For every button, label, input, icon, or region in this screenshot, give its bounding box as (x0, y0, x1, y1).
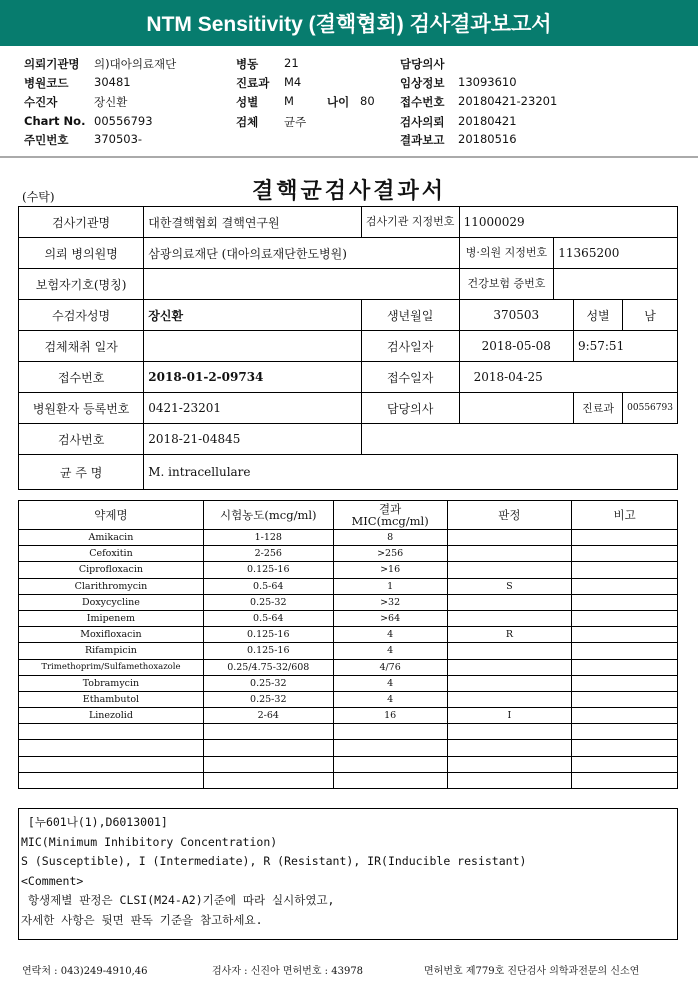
info-label: 의뢰기관명 (24, 57, 80, 71)
value-cell (554, 269, 678, 300)
drug-range-cell: 0.125-16 (203, 643, 333, 659)
drug-row (19, 546, 678, 562)
drug-range-cell (203, 724, 333, 740)
info-value: 13093610 (458, 75, 517, 89)
info-label: 병원코드 (24, 76, 69, 90)
info-value: 21 (284, 56, 299, 70)
drug-name-cell: Linezolid (19, 708, 204, 724)
drug-judge-cell (447, 610, 572, 626)
value-cell (144, 269, 459, 300)
info-value: M4 (284, 75, 302, 89)
drug-row (19, 627, 678, 643)
value-cell: 대한결핵협회 결핵연구원 (144, 207, 361, 238)
value-cell: 2018-05-08 (459, 331, 573, 362)
value-cell: 2018-04-25 (459, 362, 677, 393)
note-line: MIC(Minimum Inhibitory Concentration) (21, 834, 278, 849)
drug-judge-cell (447, 740, 572, 756)
label-cell: 생년월일 (361, 300, 459, 331)
info-value: 370503- (94, 132, 143, 146)
drug-range-cell (203, 772, 333, 788)
drug-note-cell (572, 772, 678, 788)
drug-note-cell (572, 627, 678, 643)
note-line: <Comment> (21, 873, 84, 888)
info-value: 20180421-23201 (458, 94, 558, 108)
label-cell: 검체채취 일자 (19, 331, 144, 362)
value-cell: 남 (623, 300, 678, 331)
receipt-mark: (수탁) (22, 190, 55, 204)
value-cell: 2018-01-2-09734 (144, 362, 361, 393)
drug-row (19, 691, 678, 707)
label-cell: 검사일자 (361, 331, 459, 362)
info-value: 장신환 (94, 95, 128, 109)
drug-note-cell (572, 546, 678, 562)
drug-range-cell: 0.25-32 (203, 675, 333, 691)
drug-judge-cell: I (447, 708, 572, 724)
drug-judge-cell (447, 691, 572, 707)
drug-note-cell (572, 530, 678, 546)
info-label: 접수번호 (400, 95, 445, 109)
info-value: 20180421 (458, 114, 517, 128)
info-label: 수진자 (24, 95, 58, 109)
drug-row (19, 675, 678, 691)
drug-name-cell: Doxycycline (19, 594, 204, 610)
drug-row (19, 659, 678, 675)
value-cell: 00556793 (623, 393, 678, 424)
drug-judge-cell (447, 530, 572, 546)
drug-row (19, 562, 678, 578)
drug-range-cell: 0.25/4.75-32/608 (203, 659, 333, 675)
comment-box (18, 808, 678, 940)
drug-range-cell: 0.125-16 (203, 627, 333, 643)
drug-name-cell: Rifampicin (19, 643, 204, 659)
drug-range-cell: 0.25-32 (203, 594, 333, 610)
label-cell: 검사기관명 (19, 207, 144, 238)
drug-name-cell (19, 724, 204, 740)
info-value: M (284, 94, 294, 108)
info-label: 결과보고 (400, 133, 445, 147)
drug-judge-cell (447, 594, 572, 610)
label-cell: 검사기관 지정번호 (361, 207, 459, 238)
drug-name-cell (19, 756, 204, 772)
note-line: S (Susceptible), I (Intermediate), R (Resistant), IR(Inducible resistant) (21, 854, 527, 868)
value-cell: M. intracellulare (144, 455, 678, 490)
info-label: 성별 (236, 95, 259, 109)
drug-name-cell: Trimethoprim/Sulfamethoxazole (19, 659, 204, 675)
info-value: 30481 (94, 75, 131, 89)
drug-note-cell (572, 562, 678, 578)
drug-note-cell (572, 724, 678, 740)
drug-row (19, 643, 678, 659)
drug-note-cell (572, 610, 678, 626)
column-header-line: 결과 (379, 502, 402, 516)
drug-range-cell (203, 740, 333, 756)
drug-row (19, 578, 678, 594)
drug-row (19, 756, 678, 772)
drug-row (19, 708, 678, 724)
drug-judge-cell (447, 546, 572, 562)
label-cell: 보험자기호(명칭) (19, 269, 144, 300)
drug-note-cell (572, 756, 678, 772)
drug-mic-cell: >256 (333, 546, 447, 562)
drug-judge-cell: R (447, 627, 572, 643)
result-info-table (18, 206, 678, 490)
column-header-line: MIC(mcg/ml) (351, 514, 429, 528)
label-cell: 수검자성명 (19, 300, 144, 331)
label-cell: 병·의원 지정번호 (459, 238, 554, 269)
value-cell (144, 331, 361, 362)
empty-cell (361, 424, 677, 455)
drug-range-cell: 2-64 (203, 708, 333, 724)
column-header: 약제명 (19, 501, 204, 530)
drug-mic-cell (333, 740, 447, 756)
drug-range-cell: 0.25-32 (203, 691, 333, 707)
value-cell: 0421-23201 (144, 393, 361, 424)
drug-mic-cell: >32 (333, 594, 447, 610)
info-label: Chart No. (24, 114, 86, 128)
drug-range-cell: 2-256 (203, 546, 333, 562)
info-value: 의)대아의료재단 (94, 57, 177, 71)
column-header: 판정 (447, 501, 572, 530)
info-label: 임상정보 (400, 76, 445, 90)
report-title: NTM Sensitivity (결핵협회) 검사결과보고서 (146, 13, 552, 36)
info-label: 검체 (236, 115, 259, 129)
drug-note-cell (572, 740, 678, 756)
drug-judge-cell (447, 772, 572, 788)
drug-name-cell: Moxifloxacin (19, 627, 204, 643)
drug-note-cell (572, 708, 678, 724)
drug-row (19, 594, 678, 610)
value-cell: 9:57:51 (573, 331, 677, 362)
drug-name-cell (19, 772, 204, 788)
patient-info (0, 52, 698, 152)
drug-mic-cell (333, 724, 447, 740)
drug-judge-cell (447, 643, 572, 659)
label-cell: 건강보험 증번호 (459, 269, 554, 300)
column-header: 비고 (572, 501, 678, 530)
drug-row (19, 740, 678, 756)
info-label: 나이 (327, 95, 350, 109)
info-value: 00556793 (94, 114, 153, 128)
note-line: 자세한 사항은 뒷면 판독 기준을 참고하세요. (21, 912, 263, 927)
divider (0, 156, 698, 158)
label-cell: 성별 (573, 300, 622, 331)
note-line: [누601나(1),D6013001] (21, 815, 168, 829)
footer-contact: 연락처 : 043)249-4910,46 (22, 966, 148, 977)
report-banner (0, 0, 698, 46)
drug-name-cell: Imipenem (19, 610, 204, 626)
info-value: 80 (360, 94, 375, 108)
info-label: 검사의뢰 (400, 115, 445, 129)
label-cell: 병원환자 등록번호 (19, 393, 144, 424)
drug-judge-cell (447, 675, 572, 691)
value-cell: 2018-21-04845 (144, 424, 361, 455)
drug-mic-cell: 4 (333, 643, 447, 659)
footer-license: 면허번호 제779호 진단검사 의학과전문의 신소연 (424, 966, 640, 977)
drug-mic-cell (333, 772, 447, 788)
drug-row (19, 530, 678, 546)
label-cell: 의뢰 병의원명 (19, 238, 144, 269)
value-cell (459, 393, 573, 424)
drug-range-cell: 1-128 (203, 530, 333, 546)
drug-row (19, 724, 678, 740)
info-value: 균주 (284, 115, 307, 129)
drug-row (19, 772, 678, 788)
info-label: 진료과 (236, 76, 270, 90)
column-header (333, 501, 447, 530)
footer-tester: 검사자 : 신진아 면허번호 : 43978 (212, 966, 364, 977)
drug-name-cell: Cefoxitin (19, 546, 204, 562)
drug-note-cell (572, 578, 678, 594)
drug-note-cell (572, 659, 678, 675)
label-cell: 접수일자 (361, 362, 459, 393)
info-value: 20180516 (458, 132, 517, 146)
drug-range-cell: 0.5-64 (203, 610, 333, 626)
drug-mic-cell: 4 (333, 627, 447, 643)
drug-mic-cell: 1 (333, 578, 447, 594)
drug-note-cell (572, 643, 678, 659)
drug-mic-cell: 16 (333, 708, 447, 724)
drug-mic-cell: 4 (333, 675, 447, 691)
drug-judge-cell: S (447, 578, 572, 594)
drug-sensitivity-table (18, 500, 678, 789)
drug-range-cell: 0.5-64 (203, 578, 333, 594)
result-sheet-title: 결핵균검사결과서 (251, 178, 447, 204)
column-header: 시험농도(mcg/ml) (203, 501, 333, 530)
info-label: 담당의사 (400, 57, 445, 71)
drug-range-cell (203, 756, 333, 772)
drug-name-cell: Amikacin (19, 530, 204, 546)
value-cell: 370503 (459, 300, 573, 331)
drug-name-cell: Ciprofloxacin (19, 562, 204, 578)
value-cell: 11000029 (459, 207, 677, 238)
drug-note-cell (572, 675, 678, 691)
drug-judge-cell (447, 724, 572, 740)
value-cell: 장신환 (144, 300, 361, 331)
note-line: 항생제별 판정은 CLSI(M24-A2)기준에 따라 실시하였고, (21, 893, 335, 907)
drug-judge-cell (447, 562, 572, 578)
drug-mic-cell (333, 756, 447, 772)
info-label: 주민번호 (24, 133, 69, 147)
drug-mic-cell: >16 (333, 562, 447, 578)
drug-name-cell: Clarithromycin (19, 578, 204, 594)
drug-mic-cell: 4 (333, 691, 447, 707)
drug-judge-cell (447, 659, 572, 675)
label-cell: 담당의사 (361, 393, 459, 424)
drug-row (19, 610, 678, 626)
label-cell: 균 주 명 (19, 455, 144, 490)
drug-note-cell (572, 594, 678, 610)
drug-name-cell: Ethambutol (19, 691, 204, 707)
drug-mic-cell: 8 (333, 530, 447, 546)
value-cell: 삼광의료재단 (대아의료재단한도병원) (144, 238, 459, 269)
drug-note-cell (572, 691, 678, 707)
drug-judge-cell (447, 756, 572, 772)
drug-range-cell: 0.125-16 (203, 562, 333, 578)
drug-name-cell: Tobramycin (19, 675, 204, 691)
drug-mic-cell: >64 (333, 610, 447, 626)
label-cell: 접수번호 (19, 362, 144, 393)
label-cell: 진료과 (573, 393, 622, 424)
drug-mic-cell: 4/76 (333, 659, 447, 675)
value-cell: 11365200 (554, 238, 678, 269)
drug-name-cell (19, 740, 204, 756)
info-label: 병동 (236, 57, 259, 71)
label-cell: 검사번호 (19, 424, 144, 455)
